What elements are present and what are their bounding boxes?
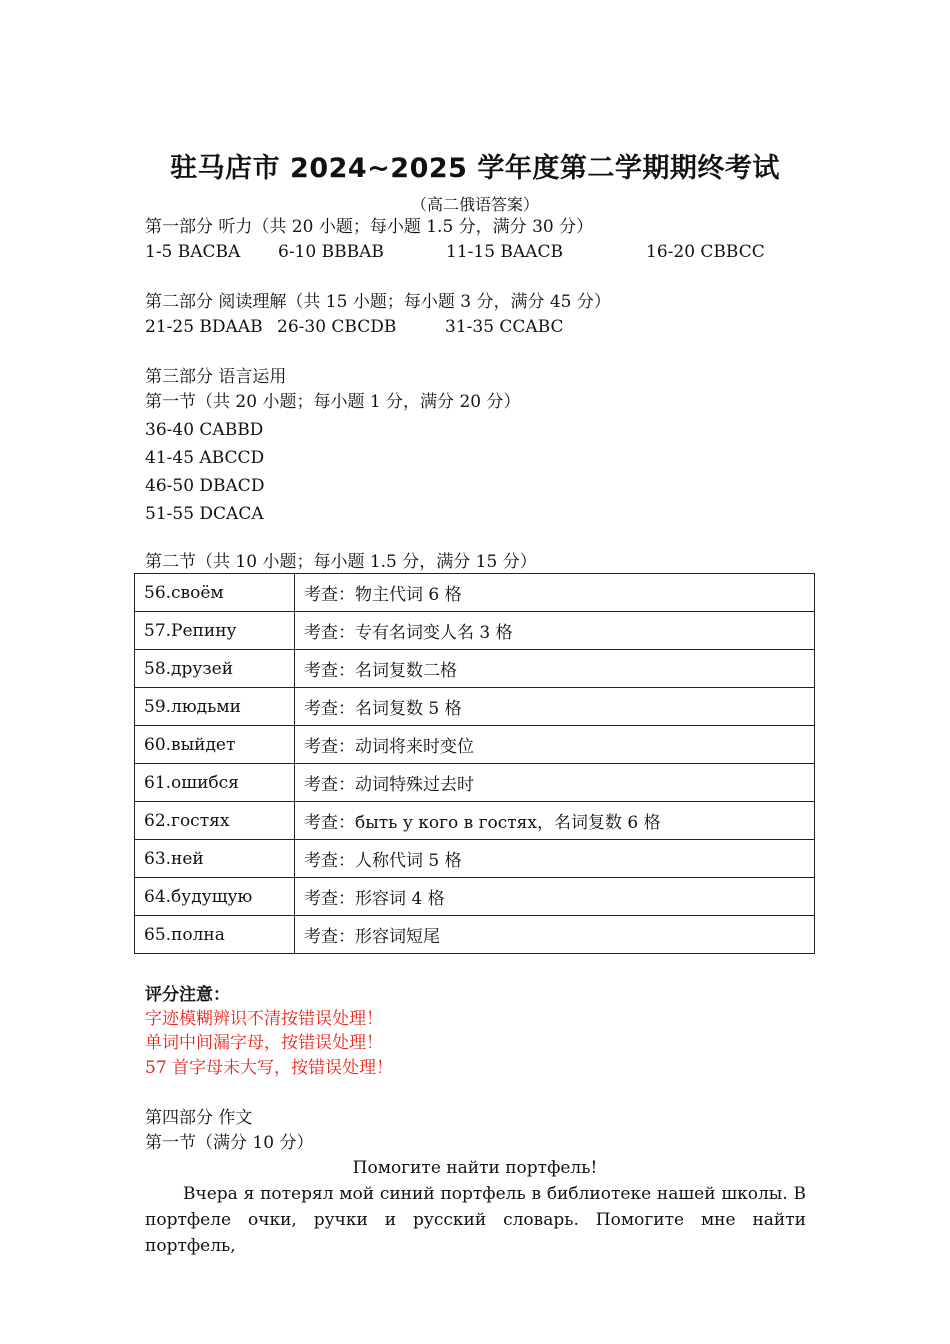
note-cell: 考查：动词将来时变位 [295,726,815,764]
answer-cell: 61.ошибся [135,764,295,802]
table-row [135,878,815,916]
section1-answer-line: 36-40 CABBD [145,420,264,440]
answer-group: 6-10 BBBAB [278,242,384,262]
answer-table [134,573,815,954]
note-cell: 考查：专有名词变人名 3 格 [295,612,815,650]
answer-group: 21-25 BDAAB [145,317,263,337]
answer-group: 26-30 CBCDB [277,317,397,337]
table-row [135,688,815,726]
answer-group: 1-5 BACBA [145,242,241,262]
answer-cell: 60.выйдет [135,726,295,764]
part4-section1-heading: 第一节（满分 10 分） [145,1133,314,1153]
part4-heading: 第四部分 作文 [145,1108,253,1128]
table-row [135,764,815,802]
section1-answer-line: 46-50 DBACD [145,476,265,496]
part2-heading: 第二部分 阅读理解（共 15 小题；每小题 3 分，满分 45 分） [145,292,611,312]
scoring-note: 单词中间漏字母，按错误处理！ [145,1033,383,1053]
note-cell: 考查：名词复数 5 格 [295,688,815,726]
answer-cell: 57.Репину [135,612,295,650]
section1-answer-line: 51-55 DCACA [145,504,264,524]
answer-cell: 64.будущую [135,878,295,916]
note-cell: 考查：名词复数二格 [295,650,815,688]
note-cell: 考查：动词特殊过去时 [295,764,815,802]
answer-cell: 58.друзей [135,650,295,688]
answer-cell: 65.полна [135,916,295,954]
table-row [135,574,815,612]
essay-title: Помогите найти портфель! [352,1158,598,1178]
answer-cell: 62.гостях [135,802,295,840]
answer-cell: 63.ней [135,840,295,878]
note-cell: 考查：形容词短尾 [295,916,815,954]
essay-line: Вчера я потерял мой синий портфель в библиотеке нашей школы. В [183,1184,806,1204]
part2-answers [145,315,805,339]
scoring-note: 57 首字母未大写，按错误处理！ [145,1058,394,1078]
table-row [135,612,815,650]
answer-group: 31-35 CCABC [445,317,564,337]
essay-line: портфеле очки, ручки и русский словарь. Помогите мне найти портфель, [145,1210,806,1256]
table-row [135,726,815,764]
table-row [135,802,815,840]
note-cell: 考查：物主代词 6 格 [295,574,815,612]
scoring-notes-heading: 评分注意： [145,985,230,1005]
part1-heading: 第一部分 听力（共 20 小题；每小题 1.5 分，满分 30 分） [145,217,594,237]
answer-cell: 56.своём [135,574,295,612]
part3-heading: 第三部分 语言运用 [145,367,287,387]
answer-cell: 59.людьми [135,688,295,726]
table-row [135,916,815,954]
part1-answers [145,240,805,264]
section1-answer-line: 41-45 ABCCD [145,448,265,468]
note-cell: 考查：быть у кого в гостях，名词复数 6 格 [295,802,815,840]
scoring-note: 字迹模糊辨识不清按错误处理！ [145,1009,383,1029]
answer-group: 16-20 CBBCC [646,242,765,262]
note-cell: 考查：人称代词 5 格 [295,840,815,878]
document-subtitle: （高二俄语答案） [410,195,539,214]
part3-section2-heading: 第二节（共 10 小题；每小题 1.5 分，满分 15 分） [145,552,537,572]
table-row [135,650,815,688]
note-cell: 考查：形容词 4 格 [295,878,815,916]
part3-section1-heading: 第一节（共 20 小题；每小题 1 分，满分 20 分） [145,392,521,412]
table-row [135,840,815,878]
document-title: 驻马店市 2024~2025 学年度第二学期期终考试 [170,153,780,184]
answer-group: 11-15 BAACB [446,242,563,262]
